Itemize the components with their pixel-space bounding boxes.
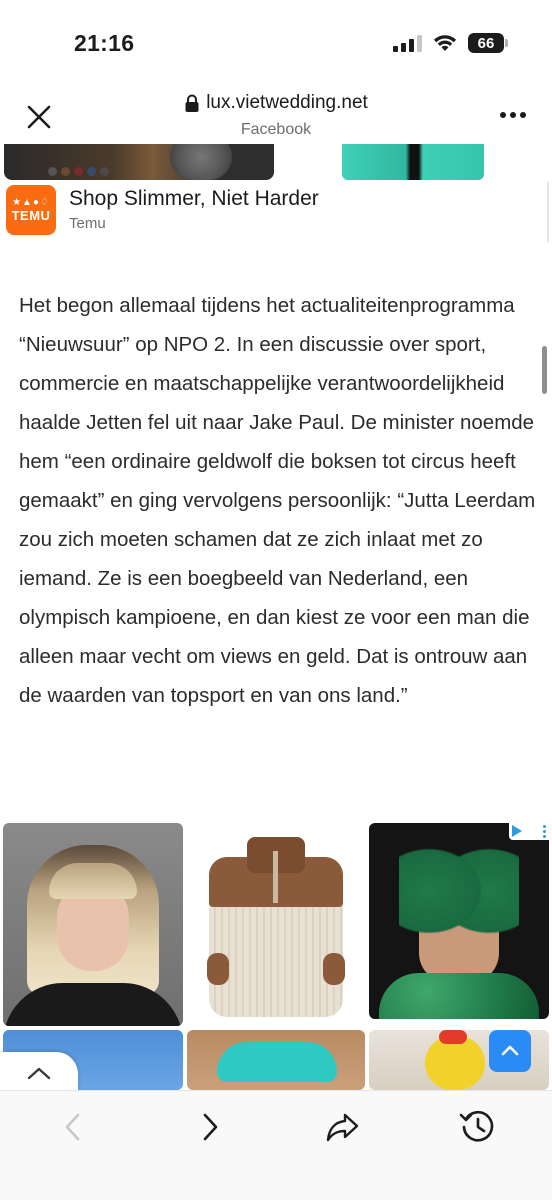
more-icon[interactable] (500, 112, 526, 118)
address-bar[interactable] (0, 92, 552, 139)
browser-header (0, 88, 552, 144)
history-icon[interactable] (458, 1107, 498, 1147)
back-icon[interactable] (54, 1107, 94, 1147)
lock-icon (184, 94, 200, 113)
temu-logo: ★▲●♢ TEMU (6, 185, 56, 235)
status-time: 21:16 (74, 30, 135, 56)
sponsor-advertiser: Temu (69, 215, 106, 232)
collapse-ad-button[interactable] (0, 1052, 78, 1094)
chevron-up-icon (489, 1030, 531, 1072)
sponsor-row[interactable] (0, 182, 552, 238)
scroll-to-top-button[interactable] (489, 1030, 531, 1072)
product-card-wig[interactable] (3, 823, 183, 1026)
status-icons (393, 33, 504, 53)
sponsor-title[interactable]: Shop Slimmer, Niet Harder (69, 187, 319, 210)
bottom-navigation (0, 1090, 552, 1200)
ad-choices-icon[interactable] (509, 822, 549, 840)
ad-thumbnail-wallet[interactable] (4, 144, 274, 180)
article-paragraph: Het begon allemaal tijdens het actualiteitenprogramma “Nieuwsuur” op NPO 2. In een discussie over sport, commercie en maatschappelijke verantwoordelijkheid haalde Jetten fel uit naar Jake Paul. De minister noemde hem “een ordinaire geldwolf die boksen tot circus heeft gemaakt” en ging vervolgens persoonlijk: “Jutta Leerdam zou zich moeten schamen dat ze zich inlaat met zo iemand. Ze is een boegbeeld van Nederland, een olympisch kampioene, en dan kiest ze voor een man die alleen maar vecht om views en geld. Dat is ontrouw aan de waarden van topsport en van ons land.” (19, 294, 536, 707)
top-ad-strip[interactable] (0, 144, 552, 182)
wifi-icon (432, 33, 458, 53)
ad-thumbnail-jacket[interactable] (280, 144, 550, 180)
scroll-indicator[interactable] (542, 346, 547, 394)
battery-indicator: 66 (468, 33, 504, 53)
product-ad-grid (0, 820, 552, 1090)
cellular-signal-icon (393, 34, 422, 52)
page-url: lux.vietwedding.net (206, 92, 368, 113)
referrer-label: Facebook (240, 120, 312, 138)
divider (547, 182, 549, 242)
status-bar (0, 0, 552, 88)
product-card-green-top[interactable] (369, 823, 549, 1019)
product-card-bikini[interactable] (187, 1030, 365, 1090)
product-card-sweater[interactable] (187, 823, 365, 1026)
share-icon[interactable] (323, 1107, 363, 1147)
forward-icon[interactable] (190, 1107, 230, 1147)
chevron-up-icon (0, 1052, 78, 1094)
